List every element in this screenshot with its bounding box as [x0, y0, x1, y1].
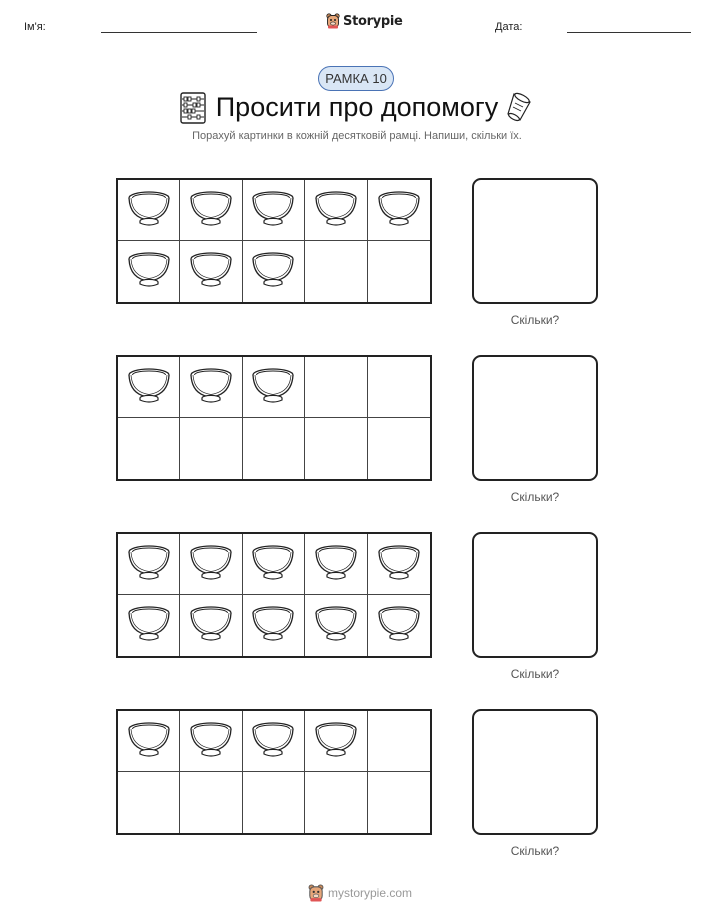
how-many-label-3: Скільки? — [510, 667, 560, 681]
frame-cell — [118, 241, 180, 302]
frame-cell — [118, 357, 180, 418]
name-label: Ім'я: — [24, 21, 46, 33]
bowl-icon — [251, 542, 295, 587]
ten-frame-1 — [116, 178, 432, 304]
frame-cell — [368, 180, 430, 241]
frame-cell — [180, 180, 242, 241]
bowl-icon — [251, 719, 295, 764]
footer-url: mystorypie.com — [328, 886, 413, 900]
frame-cell — [180, 418, 242, 479]
bowl-icon — [314, 188, 358, 233]
frame-cell — [118, 418, 180, 479]
frame-cell — [243, 595, 305, 656]
storypie-mascot-icon — [326, 13, 340, 29]
bowl-icon — [251, 603, 295, 648]
bowl-icon — [377, 542, 421, 587]
frame-cell — [368, 595, 430, 656]
frame-cell — [305, 357, 367, 418]
bowl-icon — [251, 249, 295, 294]
page-title: Просити про допомогу — [215, 92, 499, 122]
frame-cell — [243, 180, 305, 241]
frame-cell — [243, 357, 305, 418]
bowl-icon — [377, 188, 421, 233]
name-line[interactable] — [101, 32, 257, 33]
frame-cell — [180, 357, 242, 418]
how-many-label-4: Скільки? — [510, 844, 560, 858]
frame-cell — [368, 534, 430, 595]
bowl-icon — [251, 188, 295, 233]
frame-cell — [118, 180, 180, 241]
frame-cell — [368, 241, 430, 302]
frame-cell — [368, 357, 430, 418]
bowl-icon — [189, 365, 233, 410]
frame-cell — [180, 534, 242, 595]
date-line[interactable] — [567, 32, 691, 33]
footer — [308, 884, 412, 902]
date-label: Дата: — [495, 21, 523, 33]
instructions: Порахуй картинки в кожній десятковій рамці. Напиши, скільки їх. — [192, 130, 522, 142]
how-many-label-2: Скільки? — [510, 490, 560, 504]
bowl-icon — [189, 719, 233, 764]
bowl-icon — [127, 603, 171, 648]
frame-cell — [305, 241, 367, 302]
frame-cell — [305, 772, 367, 833]
bowl-icon — [127, 365, 171, 410]
storypie-mascot-icon — [308, 884, 324, 902]
frame-cell — [368, 418, 430, 479]
frame-cell — [180, 772, 242, 833]
bowl-icon — [189, 542, 233, 587]
frame-cell — [368, 711, 430, 772]
ten-frame-3 — [116, 532, 432, 658]
frame-cell — [243, 418, 305, 479]
brand-name: Storypie — [343, 13, 403, 29]
frame-cell — [368, 772, 430, 833]
bowl-icon — [189, 249, 233, 294]
frame-cell — [118, 534, 180, 595]
answer-box-1[interactable] — [472, 178, 598, 304]
bowl-icon — [314, 542, 358, 587]
bowl-icon — [127, 249, 171, 294]
frame-cell — [243, 772, 305, 833]
frame-cell — [180, 711, 242, 772]
bowl-icon — [314, 603, 358, 648]
answer-box-4[interactable] — [472, 709, 598, 835]
frame-cell — [243, 241, 305, 302]
bowl-icon — [127, 188, 171, 233]
bowl-icon — [251, 365, 295, 410]
frame-cell — [243, 711, 305, 772]
ten-frame-2 — [116, 355, 432, 481]
answer-box-3[interactable] — [472, 532, 598, 658]
bowl-icon — [189, 188, 233, 233]
bowl-icon — [127, 542, 171, 587]
bowl-icon — [314, 719, 358, 764]
bowl-icon — [377, 603, 421, 648]
bowl-icon — [189, 603, 233, 648]
bowl-icon — [127, 719, 171, 764]
frame-cell — [243, 534, 305, 595]
frame-cell — [180, 595, 242, 656]
scroll-icon — [506, 90, 534, 124]
frame-badge: РАМКА 10 — [318, 66, 394, 91]
frame-cell — [305, 180, 367, 241]
frame-cell — [118, 595, 180, 656]
frame-cell — [118, 772, 180, 833]
ten-frame-4 — [116, 709, 432, 835]
title-row — [0, 88, 714, 132]
frame-cell — [305, 418, 367, 479]
brand-logo — [326, 13, 403, 29]
frame-cell — [180, 241, 242, 302]
how-many-label-1: Скільки? — [510, 313, 560, 327]
frame-cell — [305, 711, 367, 772]
frame-cell — [305, 534, 367, 595]
frame-cell — [305, 595, 367, 656]
frame-cell — [118, 711, 180, 772]
answer-box-2[interactable] — [472, 355, 598, 481]
